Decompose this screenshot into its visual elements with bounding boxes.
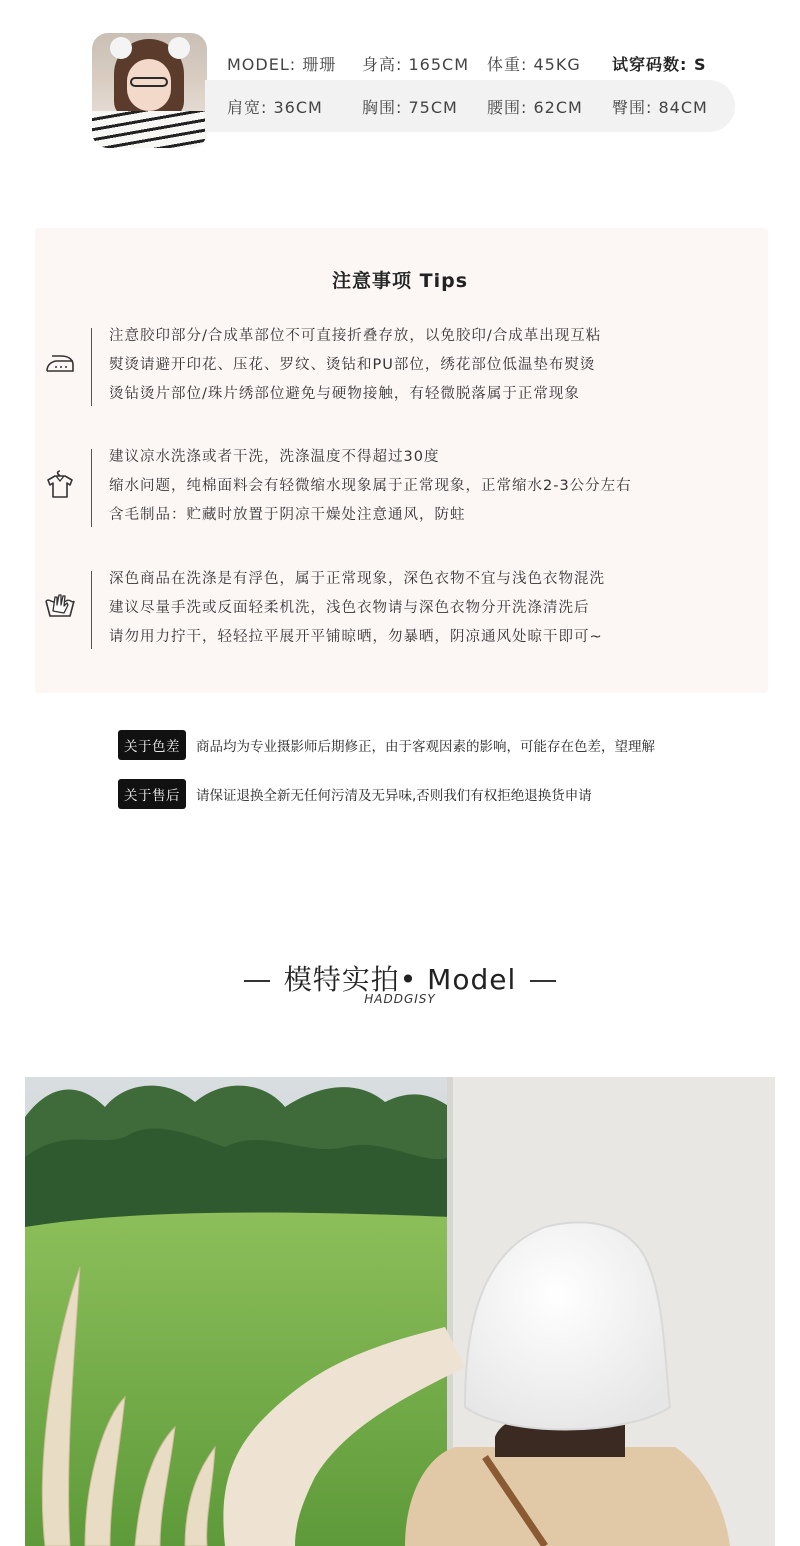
tip-line: 请勿用力拧干，轻轻拉平展开平铺晾晒，勿暴晒，阴凉通风处晾干即可~ (109, 629, 603, 645)
tip-line: 含毛制品：贮藏时放置于阴凉干燥处注意通风，防蛀 (109, 507, 466, 523)
model-avatar (92, 33, 207, 148)
tip-line: 烫钻烫片部位/珠片绣部位避免与硬物接触，有轻微脱落属于正常现象 (109, 386, 580, 402)
tip-line: 缩水问题，纯棉面料会有轻微缩水现象属于正常现象，正常缩水2-3公分左右 (109, 478, 632, 494)
heading-dash-left (244, 980, 270, 982)
model-photo (25, 1077, 775, 1546)
model-size: 试穿码数: S (612, 55, 707, 74)
tip-line: 建议尽量手洗或反面轻柔机洗，浅色衣物请与深色衣物分开洗涤清洗后 (109, 600, 590, 616)
tip-line: 深色商品在洗涤是有浮色，属于正常现象，深色衣物不宜与浅色衣物混洗 (109, 571, 605, 587)
note-badge: 关于售后 (118, 779, 186, 809)
note-color-difference (118, 730, 655, 760)
tip-line: 建议凉水洗涤或者干洗，洗涤温度不得超过30度 (109, 449, 440, 465)
note-text: 请保证退换全新无任何污清及无异味,否则我们有权拒绝退换货申请 (196, 788, 592, 804)
heading-dash-right (530, 980, 556, 982)
section-subtitle: HADDGISY (364, 992, 436, 1006)
hand-wash-icon (44, 589, 76, 621)
model-weight: 体重: 45KG (487, 55, 581, 74)
model-info-row-2 (227, 95, 708, 118)
note-after-sales (118, 779, 592, 809)
section-title: 模特实拍• Model (283, 963, 517, 996)
model-info-row-1 (227, 52, 707, 75)
tips-title: 注意事项 Tips (332, 270, 468, 292)
note-badge: 关于色差 (118, 730, 186, 760)
model-chest: 胸围: 75CM (362, 98, 458, 117)
model-height: 身高: 165CM (362, 55, 469, 74)
tip-line: 注意胶印部分/合成革部位不可直接折叠存放，以免胶印/合成革出现互粘 (109, 328, 602, 344)
hanger-shirt-icon (44, 468, 76, 500)
note-text: 商品均为专业摄影师后期修正，由于客观因素的影响，可能存在色差，望理解 (196, 739, 655, 755)
model-name: MODEL: 珊珊 (227, 55, 337, 74)
model-hip: 臀围: 84CM (612, 98, 708, 117)
model-shoulder: 肩宽: 36CM (227, 98, 323, 117)
tip-line: 熨烫请避开印花、压花、罗纹、烫钻和PU部位，绣花部位低温垫布熨烫 (109, 357, 596, 373)
model-waist: 腰围: 62CM (487, 98, 583, 117)
iron-icon (44, 347, 76, 379)
